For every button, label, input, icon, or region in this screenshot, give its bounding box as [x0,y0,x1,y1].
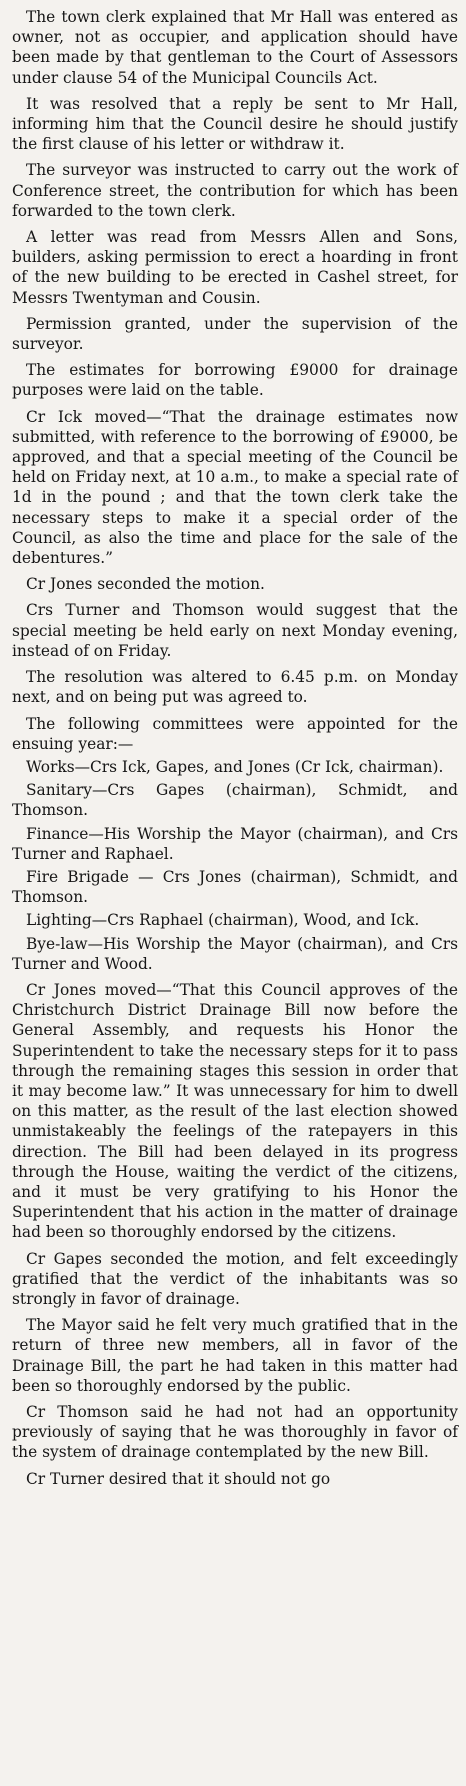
committee-lighting: Lighting—Crs Raphael (chairman), Wood, and Ick. [26,911,420,930]
paragraph-drainage-estimates: The estimates for borrowing £9000 for drainage purposes were laid on the table. [12,361,458,400]
paragraph-thomson-remarks: Cr Thomson said he had not had an opportunity previously of saying that he was thoroughly in favor of the system of drainage contemplated by the new Bill. [12,1403,458,1462]
paragraph-ick-motion: Cr Ick moved—“That the drainage estimates now submitted, with reference to the borrowing of £9000, be approved, and that a special meeting of the Council be held on Friday next, at 10 a.m., to make a special rate of 1d in the pound ; and that the town clerk take the necessary steps to make it a special order of the Council, as also the time and place for the sale of the debentures.” [12,407,458,568]
committee-works: Works—Crs Ick, Gapes, and Jones (Cr Ick, chairman). [26,757,444,776]
committee-sanitary: Sanitary—Crs Gapes (chairman), Schmidt, and Thomson. [12,781,458,820]
paragraph-jones-seconded: Cr Jones seconded the motion. [26,575,265,594]
paragraph-gapes-seconded: Cr Gapes seconded the motion, and felt exceedingly gratified that the verdict of the inhabitants was so strongly in favor of drainage. [12,1249,458,1308]
paragraph-surveyor-instruction: The surveyor was instructed to carry out the work of Conference street, the contribution for which has been forwarded to the town clerk. [12,161,458,220]
paragraph-permission-granted: Permission granted, under the supervision of the surveyor. [12,314,458,354]
paragraph-drainage-bill-motion: Cr Jones moved—“That this Council approves of the Christchurch District Drainage Bill now before the General Assembly, and requests his Honor the Superintendent to take the necessary steps for it to pass through the remaining stages this session in order that it may become law.” It was unnecessary for him to dwell on this matter, as the result of the last election showed unmistakeably the feelings of the ratepayers in this direction. The Bill had been delayed in its progress through the House, waiting the verdict of the citizens, and it must be very gratifying to his Honor the Superintendent that his action in the matter of drainage had been so thoroughly endorsed by the citizens. [12,980,458,1242]
paragraph-resolution-altered: The resolution was altered to 6.45 p.m. on Monday next, and on being put was agreed to. [12,668,458,707]
committee-bye-law: Bye-law—His Worship the Mayor (chairman), and Crs Turner and Wood. [12,934,458,973]
committee-fire-brigade: Fire Brigade — Crs Jones (chairman), Schmidt, and Thomson. [12,867,458,907]
paragraph-hoarding-letter: A letter was read from Messrs Allen and Sons, builders, asking permission to erect a hoarding in front of the new building to be erected in Cashel street, for Messrs Twentyman and Cousin. [12,228,458,307]
paragraph-reply-resolution: It was resolved that a reply be sent to Mr Hall, informing him that the Council desire he should justify the first clause of his letter or withdraw it. [12,94,458,154]
paragraph-committees-intro: The following committees were appointed for the ensuing year:— [12,714,458,753]
committee-finance: Finance—His Worship the Mayor (chairman), and Crs Turner and Raphael. [12,824,458,863]
paragraph-mayor-remarks: The Mayor said he felt very much gratified that in the return of three new members, all in favor of the Drainage Bill, the part he had taken in this matter had been so thoroughly endorsed by the public. [12,1316,458,1395]
paragraph-turner-remarks: Cr Turner desired that it should not go [26,1469,331,1488]
paragraph-meeting-suggestion: Crs Turner and Thomson would suggest that the special meeting be held early on next Monday evening, instead of on Friday. [12,601,458,660]
paragraph-town-clerk-explanation: The town clerk explained that Mr Hall was entered as owner, not as occupier, and application should have been made by that gentleman to the Court of Assessors under clause 54 of the Municipal Councils Act. [12,8,458,87]
